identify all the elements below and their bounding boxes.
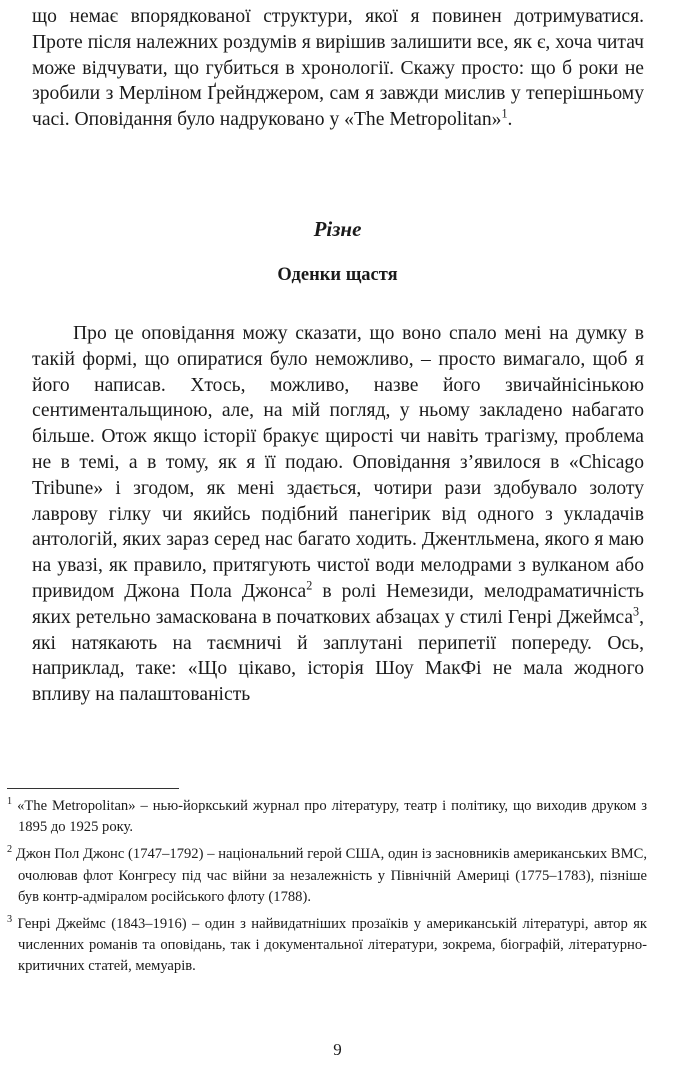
footnote-text: Джон Пол Джонс (1747–1792) – національний герой США, один із засновників американських ВМС, очолював флот Конгресу під час війни за незалежність у Північній Америці (1775–1783), пізніше був контр-адміралом російського флоту (1788). (15, 846, 647, 905)
footnote-number: 3 (7, 914, 13, 926)
main-paragraph-part-3: , які натякають на таємничі й заплутані перипетії попереду. Ось, наприклад, таке: «Що цікаво, історія Шоу МакФі не мала жодного впливу на палаштованість (32, 606, 644, 706)
page-number: 9 (333, 1040, 342, 1059)
footnote-text: «The Metropolitan» – нью-йоркський журнал про літературу, театр і політику, що виходив друком з 1895 до 1925 року. (17, 798, 647, 836)
footnote-ref-1[interactable]: 1 (501, 106, 508, 121)
footnote-1 (7, 796, 647, 838)
footnote-ref-3[interactable]: 3 (633, 604, 640, 619)
intro-paragraph-end: . (507, 109, 513, 131)
footnote-number: 1 (7, 796, 13, 808)
footnote-text: Генрі Джеймс (1843–1916) – один з найвидатніших прозаїків у американській літературі, автор як численних романів та оповідань, так і документальної літератури, зокрема, біографій, літературно-критичних статей, мемуарів. (17, 916, 647, 975)
footnote-number: 2 (7, 844, 13, 856)
main-paragraph-part-2: в ролі Немезиди, мелодраматичність яких ретельно замаскована в початкових абзацах у стилі Генрі Джеймса (32, 580, 644, 628)
footnote-ref-2[interactable]: 2 (306, 578, 313, 593)
footnote-2 (7, 844, 647, 908)
story-title: Оденки щастя (277, 265, 398, 285)
intro-paragraph-text: що немає впорядкованої структури, якої я повинен дотримуватися. Проте після належних роздумів я вирішив залишити все, як є, хоча читач може відчувати, що губиться в хронології. Скажу просто: що б роки не зробили з Мерліном Ґрейнджером, сам я завжди мислив у теперішньому часі. Оповідання було надруковано у «The Metropolitan» (32, 6, 644, 131)
footnote-divider (7, 788, 179, 789)
main-paragraph-part-1: Про це оповідання можу сказати, що воно спало мені на думку в такій формі, що опиратися було неможливо, – просто вимагало, щоб я його написав. Хтось, можливо, назве його звичайнісінькою сентиментальщиною, але, на мій погляд, у ньому закладено набагато більше. Отож якщо історії бракує щирості чи навіть трагізму, проблема не в темі, а в тому, як я її подаю. Оповідання з’явилося в «Chicago Tribune» і згодом, як мені здається, чотири рази здобувало золоту лаврову гілку чи якийсь подібний панегірик від одного з укладачів антологій, яких зараз серед нас багато ходить. Джентльмена, якого я маю на увазі, як правило, притягують чистої води мелодрами з вулканом або привидом Джона Пола Джонса (32, 323, 644, 602)
intro-paragraph (32, 4, 644, 133)
footnotes (7, 796, 647, 984)
section-title: Різне (313, 217, 362, 241)
main-paragraph (32, 321, 644, 708)
footnote-3 (7, 914, 647, 978)
